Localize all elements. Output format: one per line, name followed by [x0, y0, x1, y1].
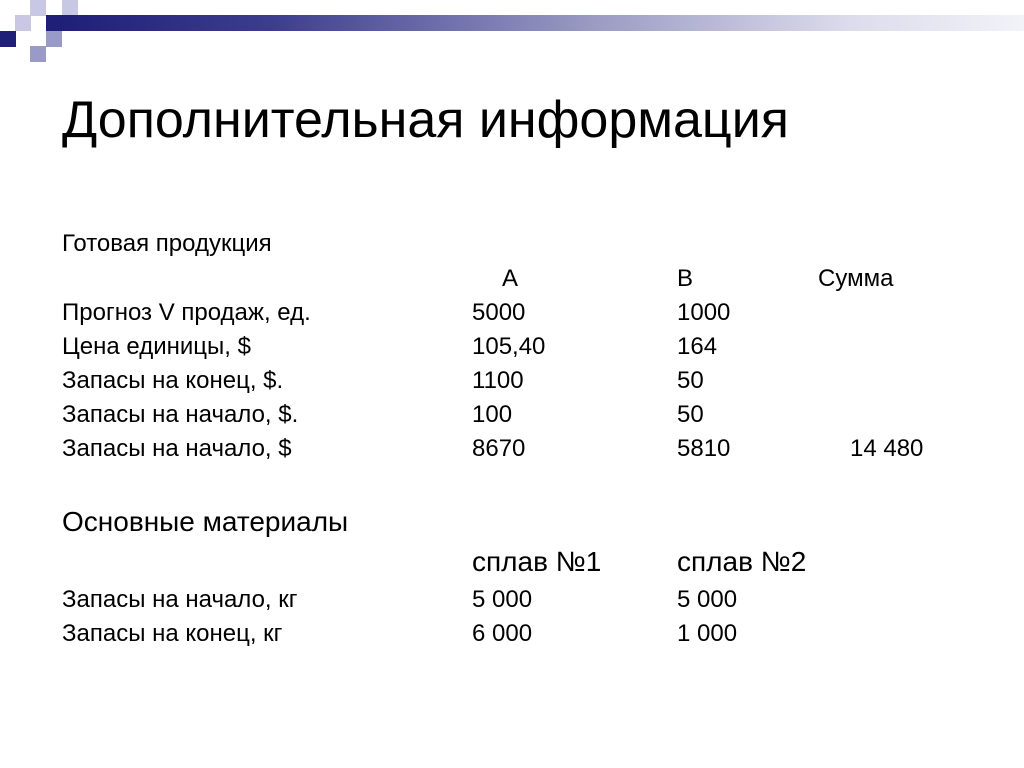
row-value-a: 105,40	[472, 333, 546, 360]
row-label: Запасы на начало, кг	[62, 586, 298, 613]
row-value-a: 8670	[472, 435, 526, 462]
row-value-alloy-1: 6 000	[472, 620, 533, 647]
slide-title: Дополнительная информация	[62, 91, 789, 149]
row-value-alloy-2: 5 000	[677, 586, 738, 613]
row-value-b: 164	[677, 333, 718, 360]
header-gradient-bar	[62, 15, 1024, 31]
row-value-a: 5000	[472, 299, 526, 326]
row-value-b: 5810	[677, 435, 731, 462]
row-label: Запасы на начало, $	[62, 435, 292, 462]
column-header-sum: Сумма	[818, 265, 894, 292]
decor-square-mid	[62, 0, 78, 16]
row-value-sum: 14 480	[850, 435, 924, 462]
decor-square-mid	[30, 0, 46, 16]
row-value-b: 50	[677, 401, 704, 428]
decor-square-dark	[46, 15, 62, 31]
decor-square-light	[15, 15, 31, 31]
row-value-b: 1000	[677, 299, 731, 326]
row-label: Запасы на конец, $.	[62, 367, 284, 394]
column-header-b: B	[677, 265, 694, 292]
row-value-a: 100	[472, 401, 513, 428]
row-value-alloy-1: 5 000	[472, 586, 533, 613]
row-label: Запасы на начало, $.	[62, 401, 299, 428]
row-value-alloy-2: 1 000	[677, 620, 738, 647]
decor-square-light	[30, 46, 46, 62]
section-heading-finished-goods: Готовая продукция	[62, 230, 272, 257]
row-label: Запасы на конец, кг	[62, 620, 283, 647]
row-label: Цена единицы, $	[62, 333, 251, 360]
column-header-a: A	[502, 265, 519, 292]
decor-square-dark	[0, 31, 16, 47]
row-label: Прогноз V продаж, ед.	[62, 299, 311, 326]
column-header-alloy-2: сплав №2	[677, 546, 807, 577]
row-value-a: 1100	[472, 367, 524, 394]
section-heading-materials: Основные материалы	[62, 506, 349, 537]
decor-square-mid	[46, 31, 62, 47]
row-value-b: 50	[677, 367, 704, 394]
column-header-alloy-1: сплав №1	[472, 546, 602, 577]
